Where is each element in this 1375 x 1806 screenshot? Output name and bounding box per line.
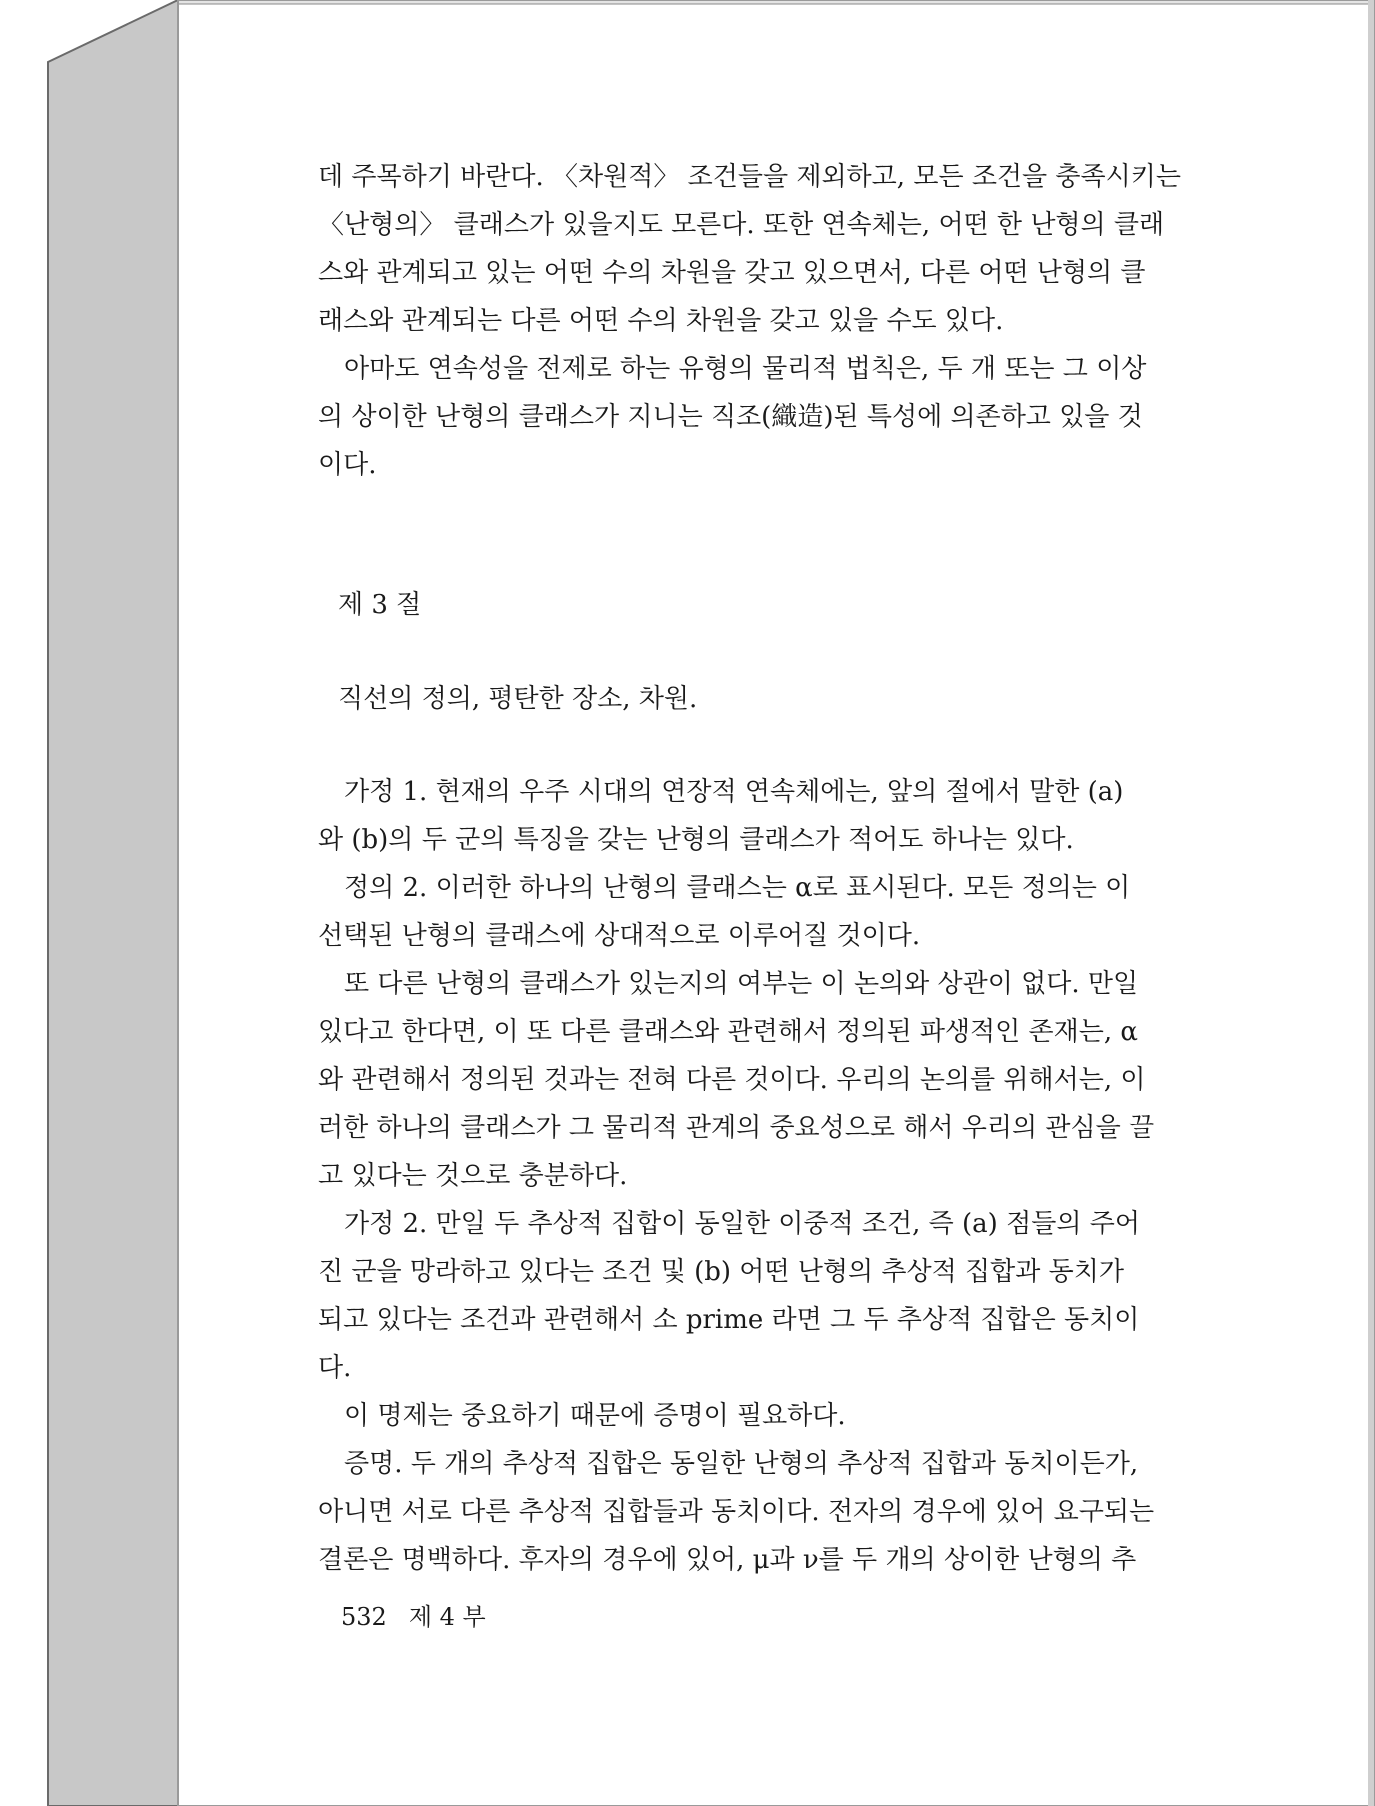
book-spine [48,0,178,1806]
part-label: 제 4 부 [408,1603,486,1631]
text-line: 있다고 한다면, 이 또 다른 클래스와 관련해서 정의된 파생적인 존재는, α [318,1017,1138,1047]
section-title: 직선의 정의, 평탄한 장소, 차원. [338,684,698,714]
text-line: 진 군을 망라하고 있다는 조건 및 (b) 어떤 난형의 추상적 집합과 동치가 [318,1257,1124,1287]
text-line: 다. [318,1353,352,1383]
text-line: 또 다른 난형의 클래스가 있는지의 여부는 이 논의와 상관이 없다. 만일 [318,969,1139,999]
text-line: 데 주목하기 바란다. 〈차원적〉 조건들을 제외하고, 모든 조건을 충족시키는 [318,162,1182,192]
text-line: 가정 2. 만일 두 추상적 집합이 동일한 이중적 조건, 즉 (a) 점들의 주어 [318,1209,1140,1239]
text-line: 스와 관계되고 있는 어떤 수의 차원을 갖고 있으면서, 다른 어떤 난형의 클 [318,258,1146,288]
text-line: 와 관련해서 정의된 것과는 전혀 다른 것이다. 우리의 논의를 위해서는, 이 [318,1065,1146,1095]
text-line: 〈난형의〉 클래스가 있을지도 모른다. 또한 연속체는, 어떤 한 난형의 클래 [318,210,1165,240]
page-footer [341,1603,486,1631]
text-line: 아마도 연속성을 전제로 하는 유형의 물리적 법칙은, 두 개 또는 그 이상 [318,354,1147,384]
section-number: 제 3 절 [338,590,422,620]
text-line: 정의 2. 이러한 하나의 난형의 클래스는 α로 표시된다. 모든 정의는 이 [318,873,1131,903]
text-line: 결론은 명백하다. 후자의 경우에 있어, μ과 ν를 두 개의 상이한 난형의 추 [318,1545,1137,1575]
text-line: 와 (b)의 두 군의 특징을 갖는 난형의 클래스가 적어도 하나는 있다. [318,825,1074,855]
text-line: 선택된 난형의 클래스에 상대적으로 이루어질 것이다. [318,921,921,951]
text-line: 되고 있다는 조건과 관련해서 소 prime 라면 그 두 추상적 집합은 동치이 [318,1305,1140,1335]
text-line: 러한 하나의 클래스가 그 물리적 관계의 중요성으로 해서 우리의 관심을 끌 [318,1113,1155,1143]
page [178,0,1375,1806]
text-line: 이다. [318,450,377,480]
text-line: 고 있다는 것으로 충분하다. [318,1161,628,1191]
text-line: 증명. 두 개의 추상적 집합은 동일한 난형의 추상적 집합과 동치이든가, [318,1449,1139,1479]
text-line: 아니면 서로 다른 추상적 집합들과 동치이다. 전자의 경우에 있어 요구되는 [318,1497,1155,1527]
text-line: 이 명제는 중요하기 때문에 증명이 필요하다. [318,1401,846,1431]
text-line: 의 상이한 난형의 클래스가 지니는 직조(織造)된 특성에 의존하고 있을 것 [318,402,1143,432]
text-line: 래스와 관계되는 다른 어떤 수의 차원을 갖고 있을 수도 있다. [318,306,1004,336]
text-line: 가정 1. 현재의 우주 시대의 연장적 연속체에는, 앞의 절에서 말한 (a) [318,777,1124,807]
page-number: 532 [341,1603,387,1631]
